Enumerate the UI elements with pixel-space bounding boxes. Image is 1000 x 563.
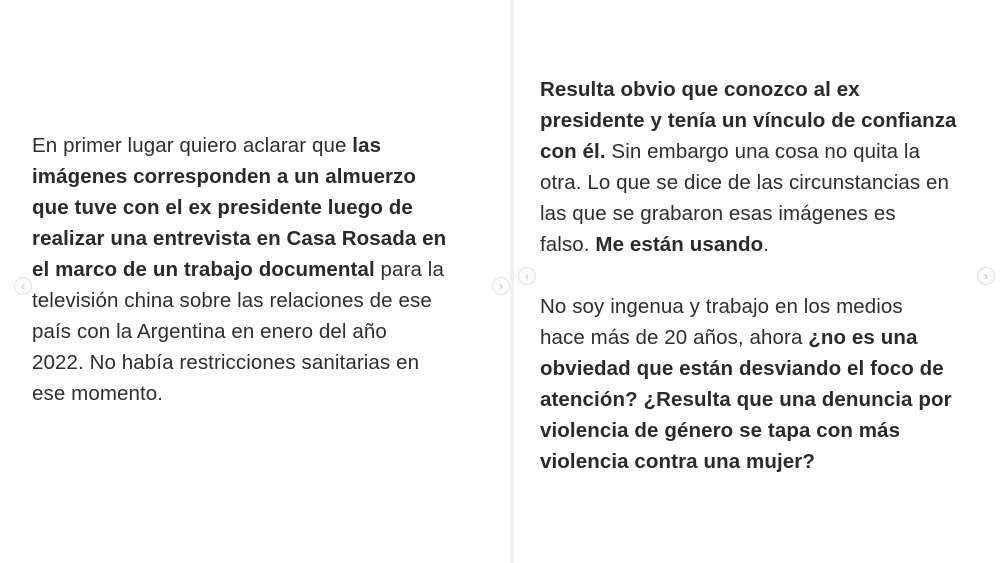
- text-line: [540, 74, 992, 105]
- bold-text-segment: las: [352, 134, 382, 157]
- next-arrow-icon[interactable]: ›: [977, 267, 995, 285]
- bold-text-segment: Me están usando: [595, 233, 764, 256]
- text-line: [32, 285, 502, 316]
- bold-text-segment: que tuve con el ex presidente luego de: [32, 196, 413, 219]
- text-line: [32, 161, 502, 192]
- statement-text-left: [32, 130, 502, 409]
- story-slide-right: [514, 0, 1000, 563]
- bold-text-segment: con él.: [540, 140, 606, 163]
- text-segment: otra. Lo que se dice de las circunstancias en: [540, 171, 950, 194]
- paragraph-spacer: [540, 260, 992, 291]
- text-segment: las que se grabaron esas imágenes es: [540, 202, 896, 225]
- text-line: [32, 254, 502, 285]
- text-line: [540, 105, 992, 136]
- bold-text-segment: Resulta obvio que conozco al ex: [540, 78, 860, 101]
- text-segment: hace más de 20 años, ahora: [540, 326, 809, 349]
- text-line: [32, 347, 502, 378]
- bold-text-segment: violencia contra una mujer?: [540, 450, 815, 473]
- bold-text-segment: ¿no es una: [808, 326, 918, 349]
- text-line: [32, 130, 502, 161]
- text-segment: país con la Argentina en enero del año: [32, 320, 387, 343]
- text-segment: Sin embargo una cosa no quita la: [605, 140, 921, 163]
- bold-text-segment: atención? ¿Resulta que una denuncia por: [540, 388, 952, 411]
- text-line: [540, 322, 992, 353]
- text-line: [540, 446, 992, 477]
- text-line: [540, 415, 992, 446]
- text-segment: .: [763, 233, 770, 256]
- text-segment: ese momento.: [32, 382, 164, 405]
- text-segment: falso.: [540, 233, 596, 256]
- text-segment: para la: [374, 258, 444, 281]
- bold-text-segment: el marco de un trabajo documental: [32, 258, 375, 281]
- text-line: [32, 378, 502, 409]
- text-line: [32, 223, 502, 254]
- text-line: [32, 192, 502, 223]
- prev-arrow-icon[interactable]: ‹: [14, 277, 32, 295]
- text-line: [540, 384, 992, 415]
- bold-text-segment: obviedad que están desviando el foco de: [540, 357, 944, 380]
- text-segment: En primer lugar quiero aclarar que: [32, 134, 353, 157]
- bold-text-segment: violencia de género se tapa con más: [540, 419, 901, 442]
- bold-text-segment: imágenes corresponden a un almuerzo: [32, 165, 416, 188]
- next-arrow-icon[interactable]: ›: [492, 277, 510, 295]
- prev-arrow-icon[interactable]: ‹: [518, 267, 536, 285]
- text-line: [540, 167, 992, 198]
- text-line: [540, 229, 992, 260]
- text-line: [540, 353, 992, 384]
- bold-text-segment: presidente y tenía un vínculo de confianza: [540, 109, 957, 132]
- bold-text-segment: realizar una entrevista en Casa Rosada en: [32, 227, 447, 250]
- text-line: [540, 291, 992, 322]
- statement-text-right: [540, 74, 992, 477]
- text-line: [32, 316, 502, 347]
- text-segment: No soy ingenua y trabajo en los medios: [540, 295, 903, 318]
- text-line: [540, 136, 992, 167]
- text-segment: televisión china sobre las relaciones de ese: [32, 289, 432, 312]
- text-line: [540, 198, 992, 229]
- text-segment: 2022. No había restricciones sanitarias en: [32, 351, 420, 374]
